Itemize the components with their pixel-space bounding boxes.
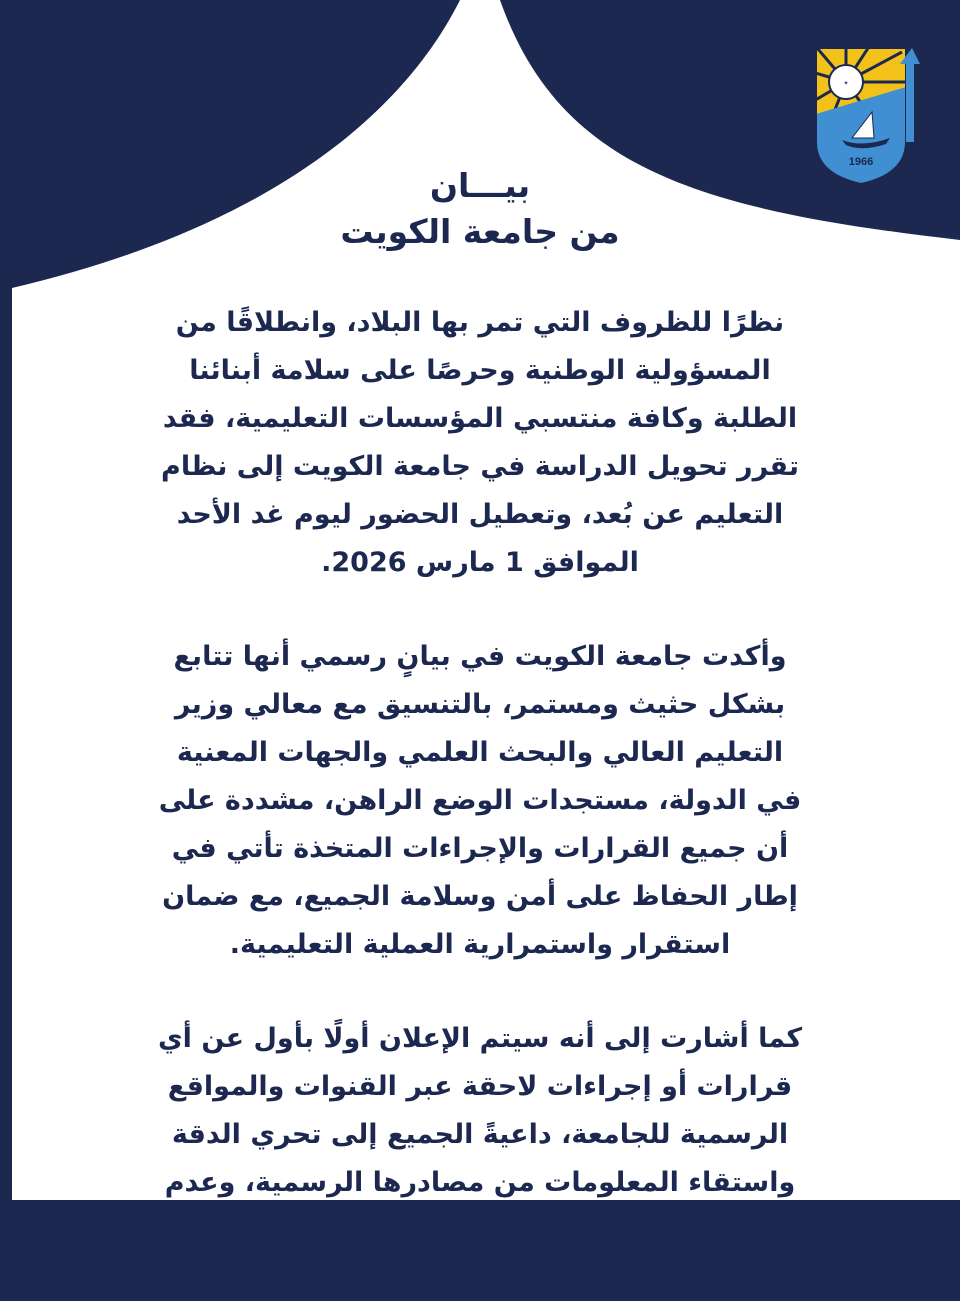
logo-calligraphy-icon: ✦ [843, 80, 849, 87]
logo-arabic-name: جامعة الكويت [822, 186, 908, 201]
paragraph-3: كما أشارت إلى أنه سيتم الإعلان أولًا بأول عن أي قرارات أو إجراءات لاحقة عبر القنوات والمواقع الرسمية للجامعة، داعيةً الجميع إلى تحري الدقة واستقاء المعلومات من مصادرها الرسمية، وعدم الانسياق وراء الشائعات أو الأخبار غير الموثوقة. [157, 1023, 803, 1246]
logo-year: 1966 [848, 156, 874, 168]
statement-title: بيـــان [429, 166, 531, 205]
paragraph-1: نظرًا للظروف التي تمر بها البلاد، وانطلاقًا من المسؤولية الوطنية وحرصًا على سلامة أبنائنا الطلبة وكافة منتسبي المؤسسات التعليمية، فقد تقرر تحويل الدراسة في جامعة الكويت إلى نظام التعليم عن بُعد، وتعطيل الحضور ليوم غد الأحد الموافق 1 مارس 2026. [161, 307, 799, 578]
logo-english-name: KUWAIT UNIVERSITY [819, 204, 911, 213]
paragraph-2: وأكدت جامعة الكويت في بيانٍ رسمي أنها تتابع بشكل حثيث ومستمر، بالتنسيق مع معالي وزير التعليم العالي والبحث العلمي والجهات المعنية في الدولة، مستجدات الوضع الراهن، مشددة على أن جميع القرارات والإجراءات المتخذة تأتي في إطار الحفاظ على أمن وسلامة الجميع، مع ضمان استقرار واستمرارية العملية التعليمية. [158, 641, 802, 960]
statement-subtitle: من جامعة الكويت [340, 212, 620, 251]
statement-body [150, 165, 810, 1301]
